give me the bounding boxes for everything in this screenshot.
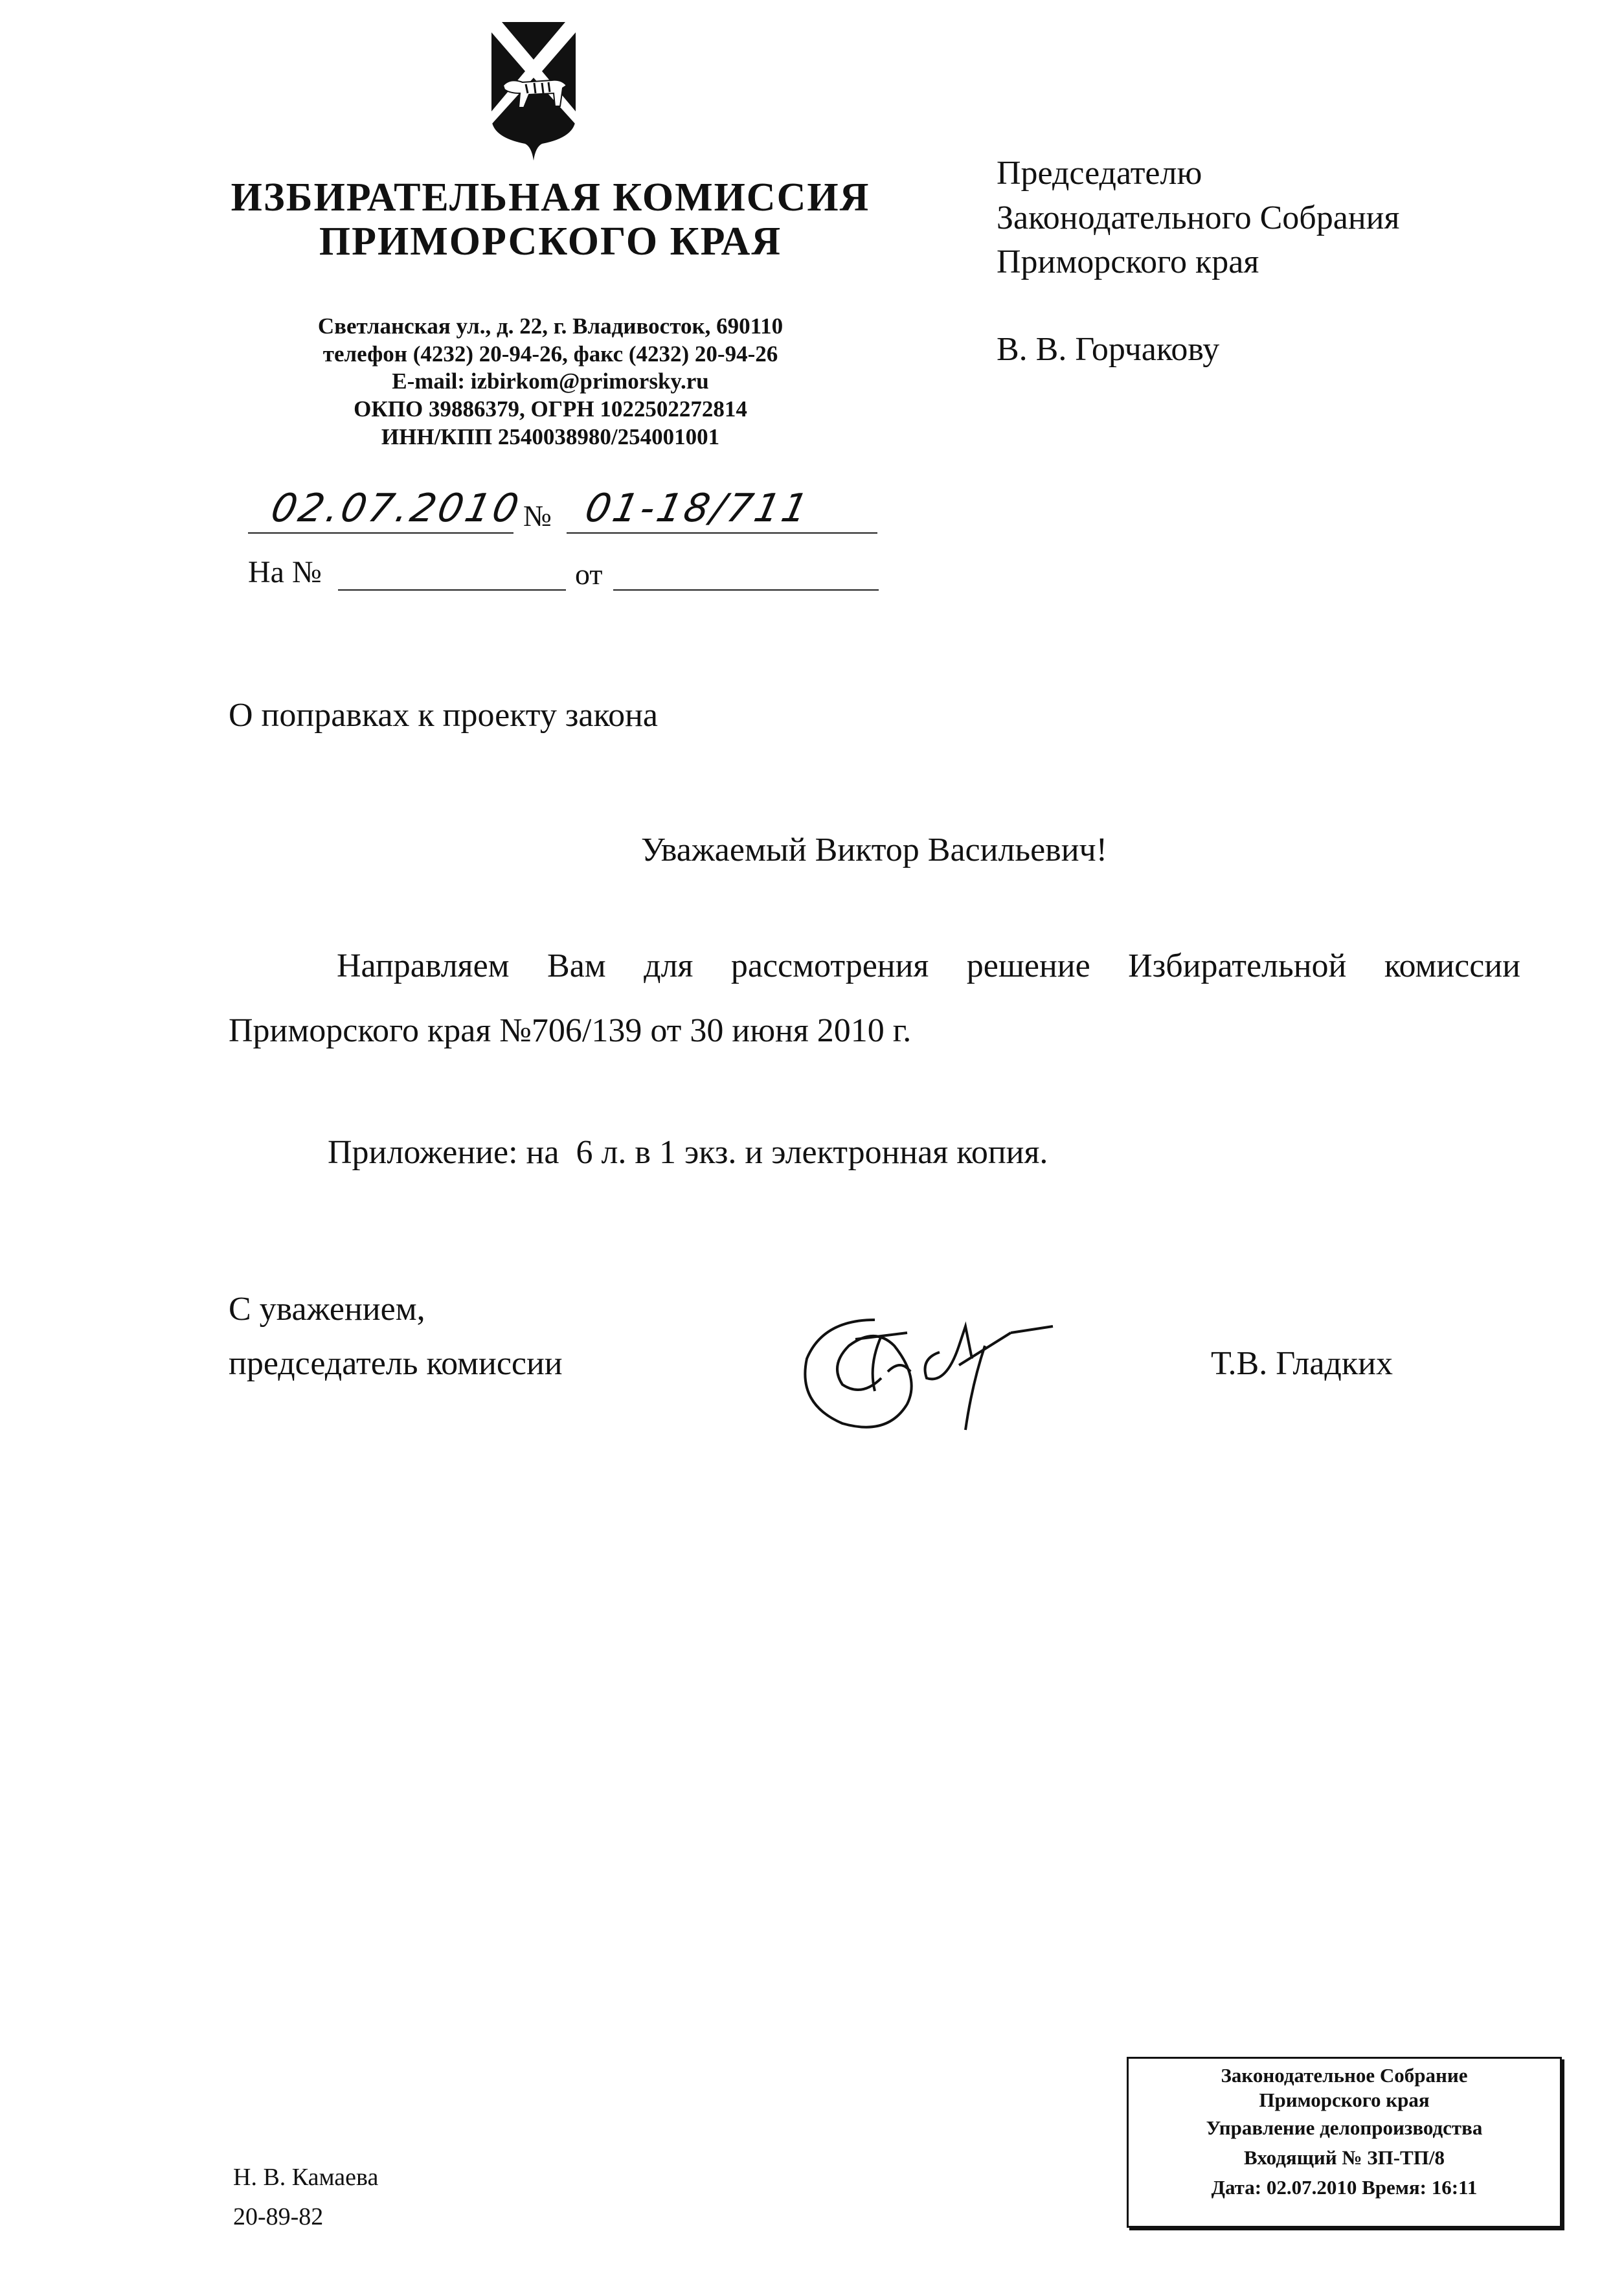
signer-title: председатель комиссии <box>229 1345 563 1382</box>
org-email: E-mail: izbirkom@primorsky.ru <box>392 368 709 394</box>
org-name-line1: ИЗБИРАТЕЛЬНАЯ КОМИССИЯ <box>231 176 870 220</box>
reply-from-label: от <box>575 558 603 591</box>
reply-number-label: На № <box>248 555 322 589</box>
org-inn: ИНН/КПП 2540038980/254001001 <box>381 424 720 449</box>
stamp-line1: Законодательное Собрание <box>1221 2064 1468 2087</box>
stamp-line3: Управление делопроизводства <box>1206 2116 1483 2139</box>
signature <box>797 1307 1056 1436</box>
addressee-name: В. В. Горчакову <box>997 331 1220 368</box>
stamp-line2: Приморского края <box>1259 2089 1430 2111</box>
letter-greeting: Уважаемый Виктор Васильевич! <box>640 832 1108 868</box>
stamp-line5: Дата: 02.07.2010 Время: 16:11 <box>1211 2176 1478 2199</box>
executor-name: Н. В. Камаева <box>233 2164 379 2191</box>
org-phone: телефон (4232) 20-94-26, факс (4232) 20-94-26 <box>322 341 778 367</box>
signer-name: Т.В. Гладких <box>1211 1345 1393 1382</box>
stamp-line4: Входящий № ЗП-ТП/8 <box>1244 2146 1445 2169</box>
number-underline <box>567 532 877 534</box>
addressee-line2: Законодательного Собрания <box>997 199 1400 236</box>
letter-subject: О поправках к проекту закона <box>229 697 658 734</box>
org-address: Светланская ул., д. 22, г. Владивосток, 690110 <box>317 313 784 339</box>
letter-paragraph-line1: Направляем Вам для рассмотрения решение Избирательной комиссии <box>337 947 1520 984</box>
org-okpo: ОКПО 39886379, ОГРН 1022502272814 <box>354 396 747 422</box>
number-label: № <box>523 499 552 532</box>
date-underline <box>248 532 513 534</box>
letter-paragraph-line2: Приморского края №706/139 от 30 июня 2010 г. <box>229 1012 912 1049</box>
addressee-line3: Приморского края <box>997 244 1259 280</box>
incoming-registration-stamp <box>1127 2057 1562 2228</box>
registration-date: 02.07.2010 <box>267 486 525 531</box>
coat-of-arms-icon <box>490 21 577 162</box>
closing-regards: С уважением, <box>229 1291 425 1328</box>
executor-phone: 20-89-82 <box>233 2203 324 2230</box>
reply-number-field <box>338 589 566 591</box>
reply-date-field <box>613 589 879 591</box>
letter-attachment: Приложение: на 6 л. в 1 экз. и электронная копия. <box>328 1134 1048 1171</box>
org-name-line2: ПРИМОРСКОГО КРАЯ <box>319 220 782 264</box>
addressee-line1: Председателю <box>997 155 1202 192</box>
registration-number: 01-18/711 <box>581 486 815 531</box>
